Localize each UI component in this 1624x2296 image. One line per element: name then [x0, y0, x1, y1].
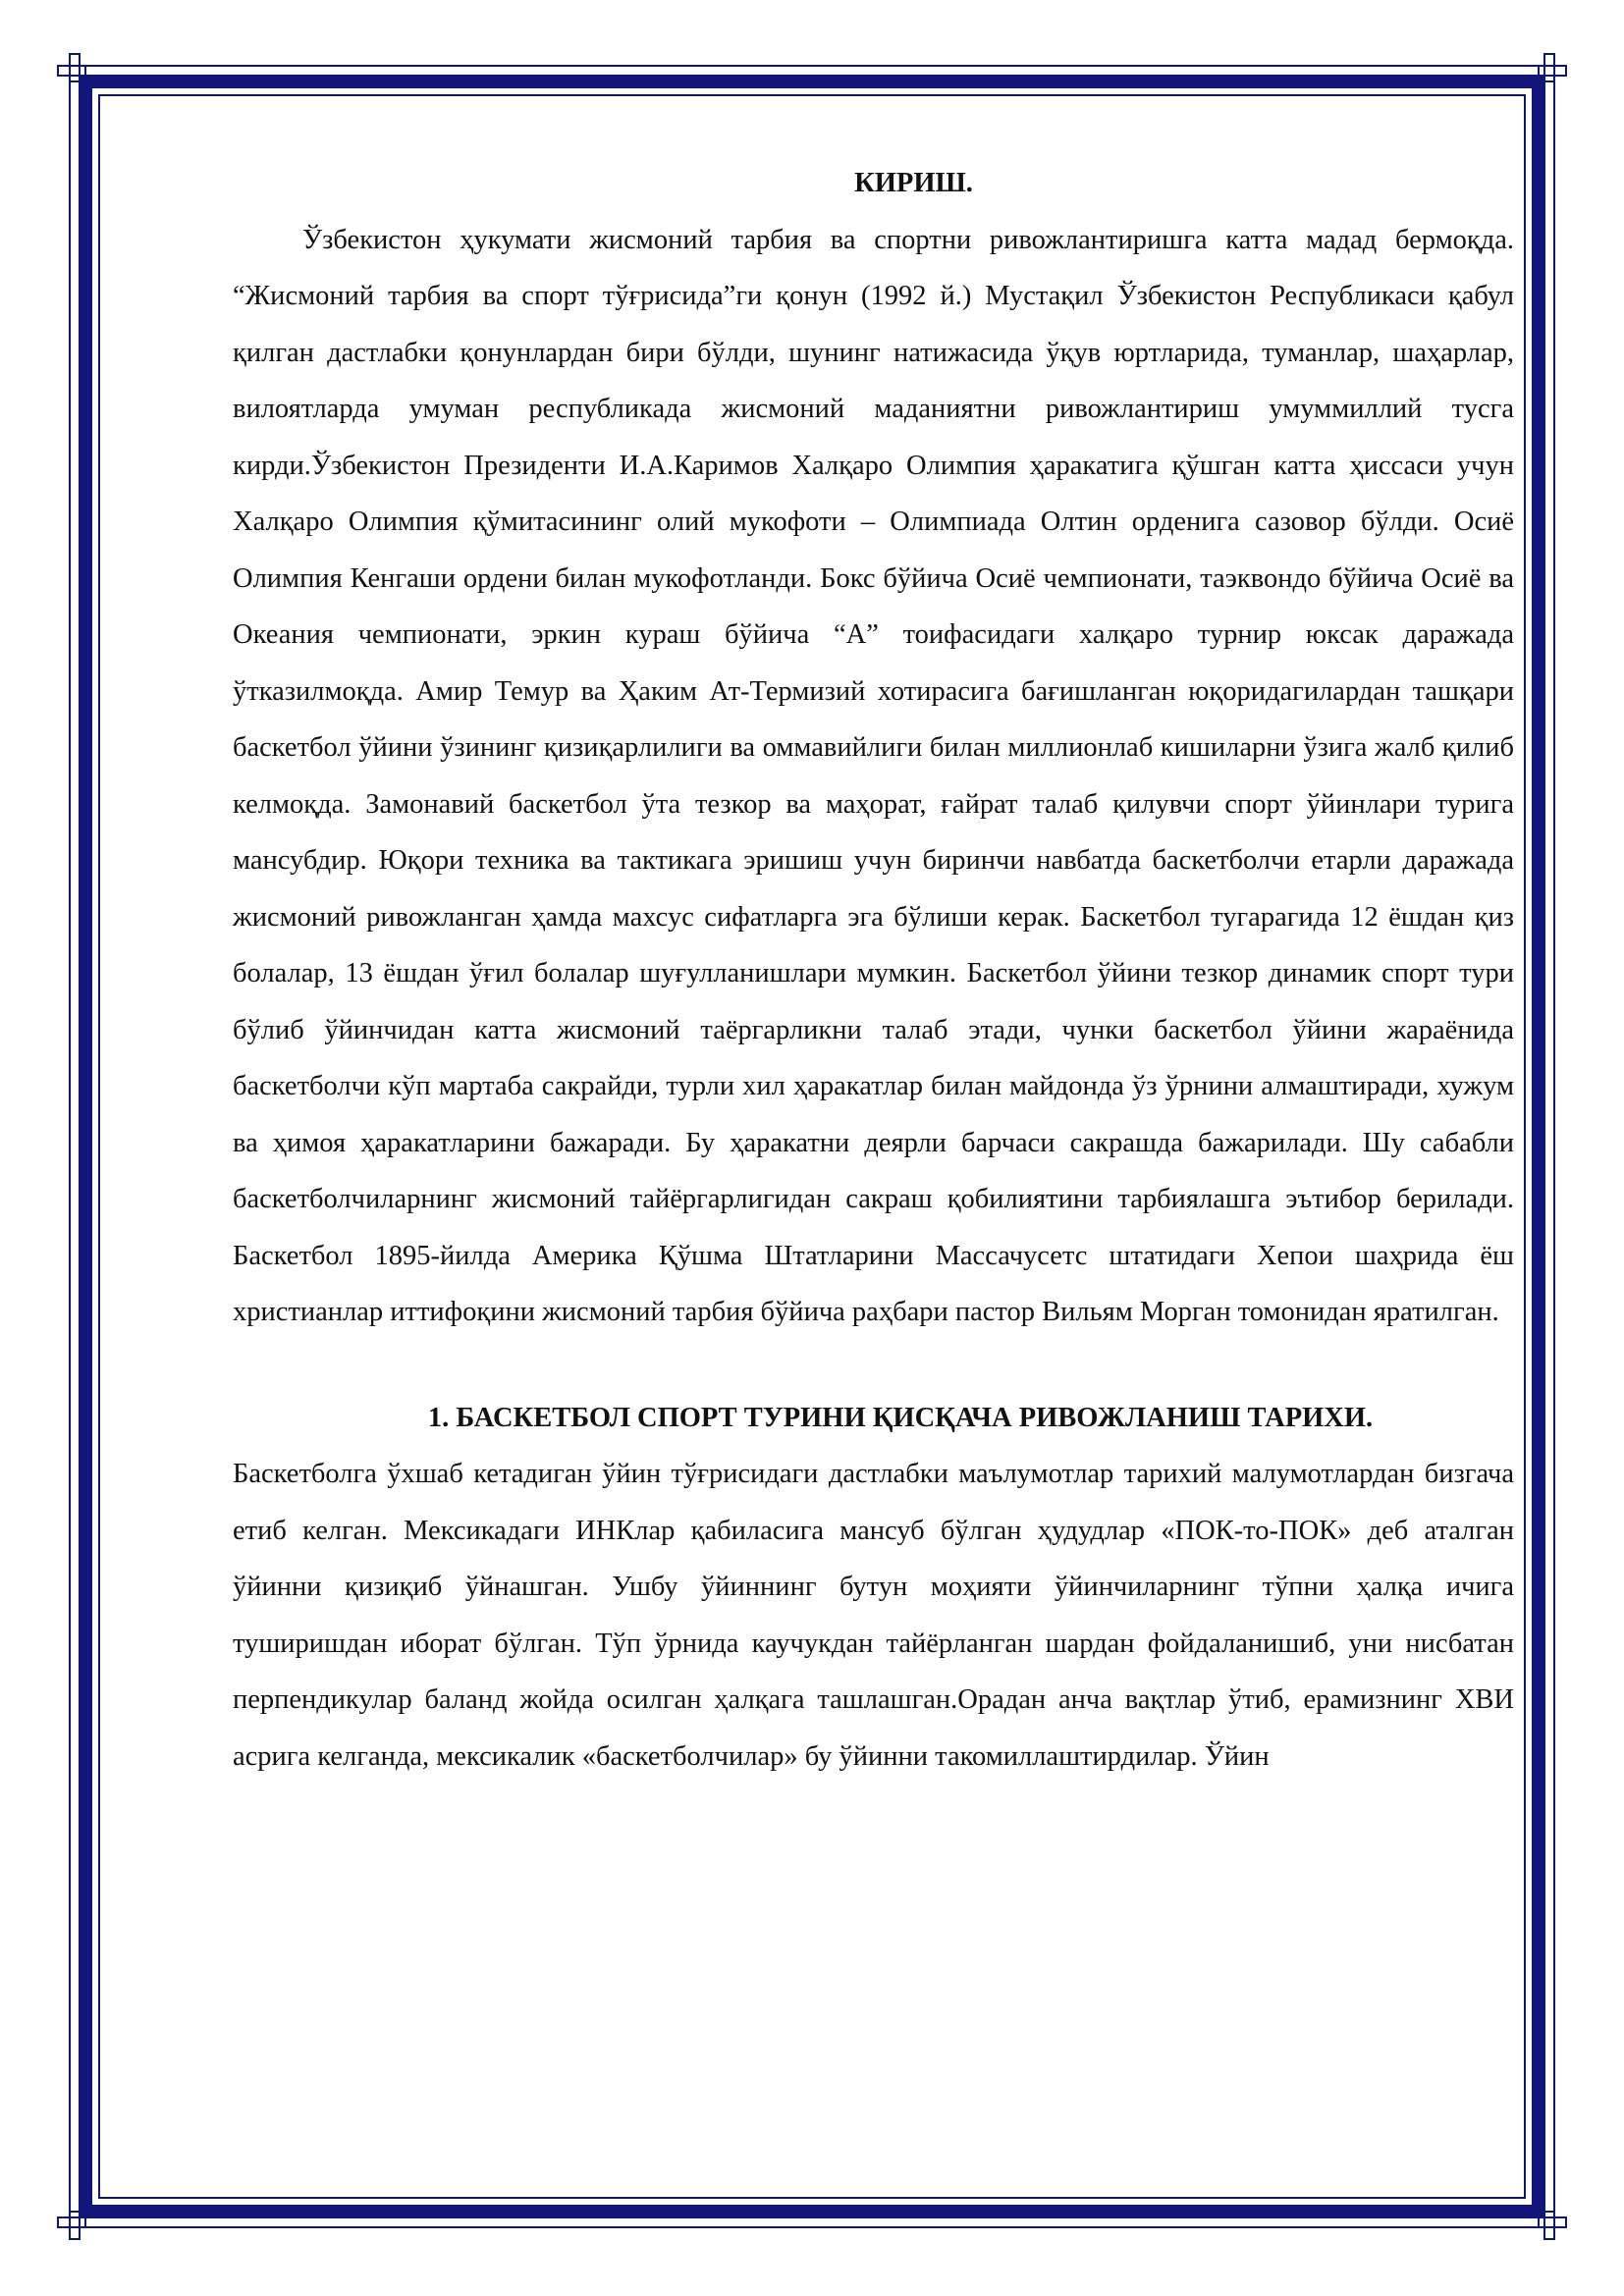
- corner-ornament-bottom-left: [57, 2211, 86, 2240]
- section-paragraph: Баскетболга ўхшаб кетадиган ўйин тўғрисидаги дастлабки маълумотлар тарихий малумотлардан бизгача етиб келган. Мексикадаги ИНКлар қабиласига мансуб бўлган ҳудудлар «ПОК-то-ПОК» деб аталган ўйинни қизиқиб ўйнашган. Ушбу ўйиннинг бутун моҳияти ўйинчиларнинг тўпни ҳалқа ичига туширишдан иборат бўлган. Тўп ўрнида каучукдан тайёрланган шардан фойдаланишиб, уни нисбатан перпендикулар баланд жойда осилган ҳалқага ташлашган.Орадан анча вақтлар ўтиб, ерамизнинг ХВИ асрига келганда, мексикалик «баскетболчилар» бу ўйинни такомиллаштирдилар. Ўйин: [233, 1459, 1514, 1772]
- corner-ornament-top-right: [1538, 53, 1567, 82]
- intro-paragraph: Ўзбекистон ҳукумати жисмоний тарбия ва спортни ривожлантиришга катта мадад бермоқда. “Жисмоний тарбия ва спорт тўғрисида”ги қонун (1992 й.) Мустақил Ўзбекистон Республикаси қабул қилган дастлабки қонунлардан бири бўлди, шунинг натижасида ўқув юртларида, туманлар, шаҳарлар, вилоятларда умуман республикада жисмоний маданиятни ривожлантириш умуммиллий тусга кирди.Ўзбекистон Президенти И.А.Каримов Халқаро Олимпия ҳаракатига қўшган катта ҳиссаси учун Халқаро Олимпия қўмитасининг олий мукофоти – Олимпиада Олтин орденига сазовор бўлди. Осиё Олимпия Кенгаши ордени билан мукофотланди. Бокс бўйича Осиё чемпионати, таэквондо бўйича Осиё ва Океания чемпионати, эркин кураш бўйича “А” тоифасидаги халқаро турнир юксак даражада ўтказилмоқда. Амир Темур ва Ҳаким Ат-Термизий хотирасига бағишланган юқоридагилардан ташқари баскетбол ўйини ўзининг қизиқарлилиги ва оммавийлиги билан миллионлаб кишиларни ўзига жалб қилиб келмоқда. Замонавий баскетбол ўта тезкор ва маҳорат, ғайрат талаб қилувчи спорт ўйинлари турига мансубдир. Юқори техника ва тактикага эришиш учун биринчи навбатда баскетболчи етарли даражада жисмоний ривожланган ҳамда махсус сифатларга эга бўлиши керак. Баскетбол тугарагида 12 ёшдан қиз болалар, 13 ёшдан ўғил болалар шуғулланишлари мумкин. Баскетбол ўйини тезкор динамик спорт тури бўлиб ўйинчидан катта жисмоний таёргарликни талаб этади, чунки баскетбол ўйини жараёнида баскетболчи кўп мартаба сакрайди, турли хил ҳаракатлар билан майдонда ўз ўрнини алмаштиради, хужум ва ҳимоя ҳаракатларини бажаради. Бу ҳаракатни деярли барчаси сакрашда бажарилади. Шу сабабли баскетболчиларнинг жисмоний тайёргарлигидан сакраш қобилиятини тарбиялашга эътибор берилади. Баскетбол 1895-йилда Америка Қўшма Штатларини Массачусетс штатидаги Хепои шаҳрида ёш христианлар иттифоқини жисмоний тарбия бўйича раҳбари пастор Вильям Морган томонидан яратилган.: [233, 224, 1514, 1327]
- corner-ornament-bottom-right: [1538, 2211, 1567, 2240]
- section-heading: 1. БАСКЕТБОЛ СПОРТ ТУРИНИ ҚИСҚАЧА РИВОЖЛАНИШ ТАРИХИ.: [427, 1402, 1374, 1433]
- document-body: [233, 155, 1514, 1785]
- corner-ornament-top-left: [57, 53, 86, 82]
- document-title: КИРИШ.: [854, 168, 973, 198]
